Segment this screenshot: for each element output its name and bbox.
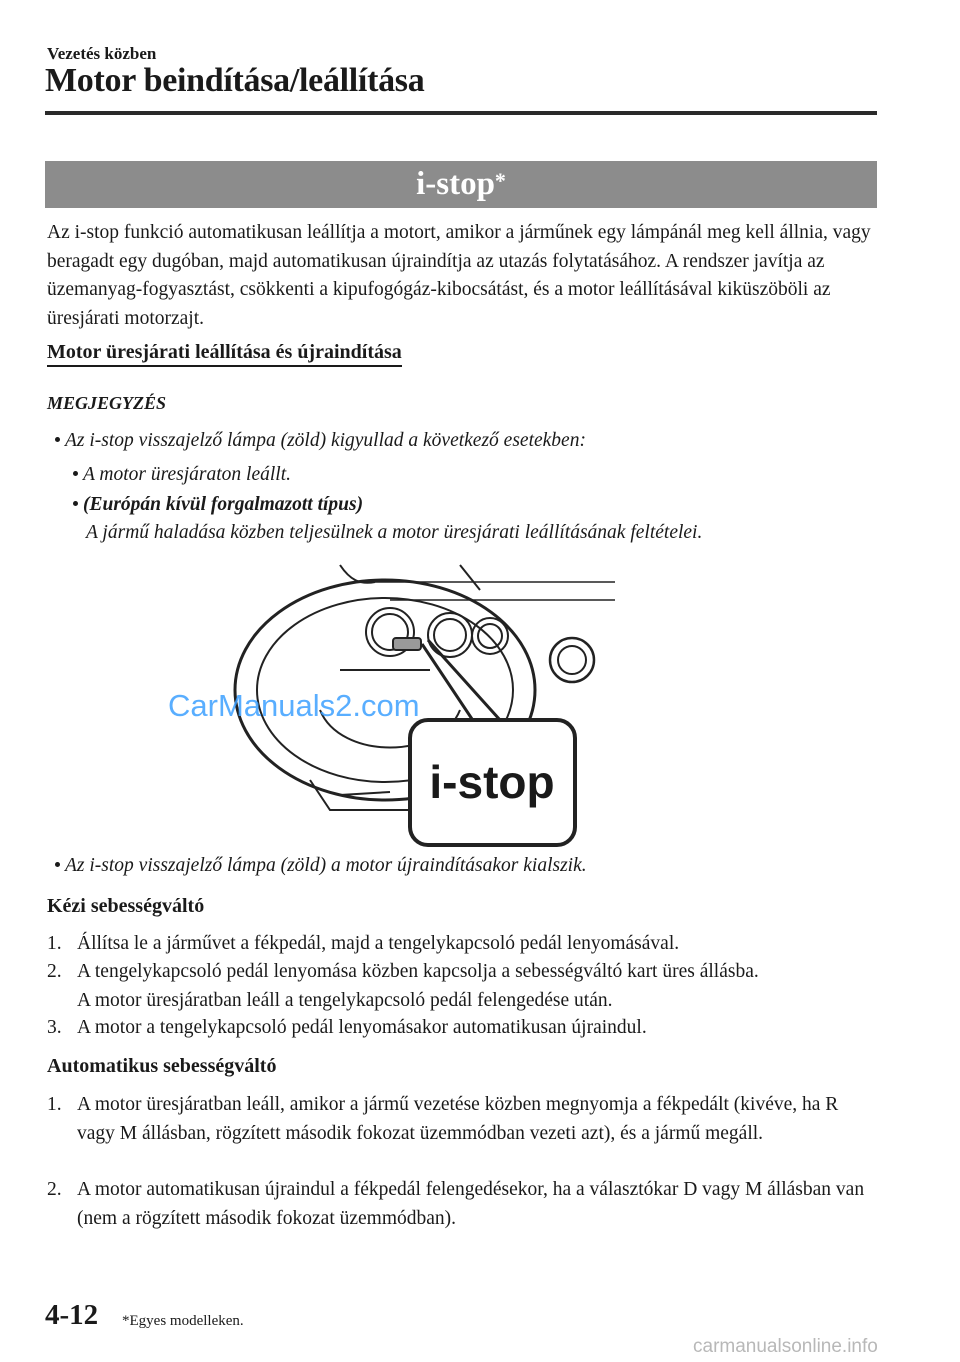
manual-step-1: [47, 930, 877, 959]
step-text: A motor a tengelykapcsoló pedál lenyomásakor automatikusan újraindul.: [77, 1017, 647, 1038]
step-number: 2.: [47, 1179, 62, 1200]
step-text: Állítsa le a járművet a fékpedál, majd a tengelykapcsoló pedál lenyomásával.: [77, 933, 680, 954]
bullet-dot: [55, 437, 60, 442]
step-text-continued: A motor üresjáratban leáll a tengelykapcsoló pedál felengedése után.: [77, 989, 613, 1011]
automatic-step-1: [47, 1091, 877, 1148]
bullet-dot: [73, 501, 78, 506]
page-title: Motor beindítása/leállítása: [45, 62, 425, 99]
step-number: 1.: [47, 1094, 62, 1115]
istop-banner: [45, 161, 877, 208]
banner-title: i-stop: [416, 166, 495, 202]
note-sub-1: [73, 464, 291, 486]
title-divider: [45, 111, 877, 115]
intro-paragraph: Az i-stop funkció automatikusan leállítja a motort, amikor a járműnek egy lámpánál meg kell állnia, vagy beragadt egy dugóban, majd automatikusan újraindítja az utazás folytatásához. A rendszer javítja az üzemanyag-fogyasztást, csökkenti a kipufogógáz-kibocsátást, és a motor leállításával kiküszöböli az üresjárati motorzajt.: [47, 222, 871, 329]
step-number: 1.: [47, 933, 62, 954]
footnote: *Egyes modelleken.: [122, 1313, 244, 1329]
bullet-dot: [55, 862, 60, 867]
step-number: 3.: [47, 1017, 62, 1038]
callout-label: i-stop: [429, 756, 555, 808]
step-text: A motor automatikusan újraindul a fékpedál felengedésekor, ha a választókar D vagy M állásban van (nem a rögzített második fokozat üzemmódban).: [77, 1179, 865, 1229]
step-text: A tengelykapcsoló pedál lenyomása közben kapcsolja a sebességváltó kart üres állásba.: [77, 961, 759, 982]
site-watermark: carmanualsonline.info: [693, 1336, 878, 1357]
note-bullet-2: [55, 855, 587, 877]
note-bullet-2-text: Az i-stop visszajelző lámpa (zöld) a motor újraindításakor kialszik.: [65, 855, 587, 876]
page-number: 4-12: [45, 1299, 99, 1331]
note-sub-1-text: A motor üresjáraton leállt.: [83, 464, 292, 485]
note-bullet-1-text: Az i-stop visszajelző lámpa (zöld) kigyullad a következő esetekben:: [65, 430, 586, 451]
note-label: MEGJEGYZÉS: [47, 393, 167, 413]
note-sub-2-text: A jármű haladása közben teljesülnek a motor üresjárati leállításának feltételei.: [86, 522, 703, 543]
step-text: A motor üresjáratban leáll, amikor a jármű vezetése közben megnyomja a fékpedált (kivéve, ha R vagy M állásban, rögzített második fokozat üzemmódban vezeti azt), és a jármű megáll.: [77, 1094, 839, 1144]
section-label: Vezetés közben: [47, 44, 157, 63]
manual-heading: Kézi sebességváltó: [47, 895, 205, 917]
idle-stop-heading: [47, 341, 402, 364]
note-sub-2-bold: (Európán kívül forgalmazott típus): [83, 494, 364, 515]
automatic-heading: Automatikus sebességváltó: [47, 1055, 277, 1077]
note-bullet-1: [55, 430, 586, 452]
bullet-dot: [73, 471, 78, 476]
asterisk-mark: *: [494, 167, 506, 193]
idle-stop-heading-text: Motor üresjárati leállítása és újraindítása: [47, 341, 402, 367]
manual-step-3: [47, 1014, 877, 1043]
step-number: 2.: [47, 961, 62, 982]
automatic-step-2: [47, 1176, 877, 1233]
manual-step-2: [47, 958, 877, 1015]
watermark-text: CarManuals2.com: [168, 688, 420, 723]
note-sub-2: [73, 494, 363, 516]
